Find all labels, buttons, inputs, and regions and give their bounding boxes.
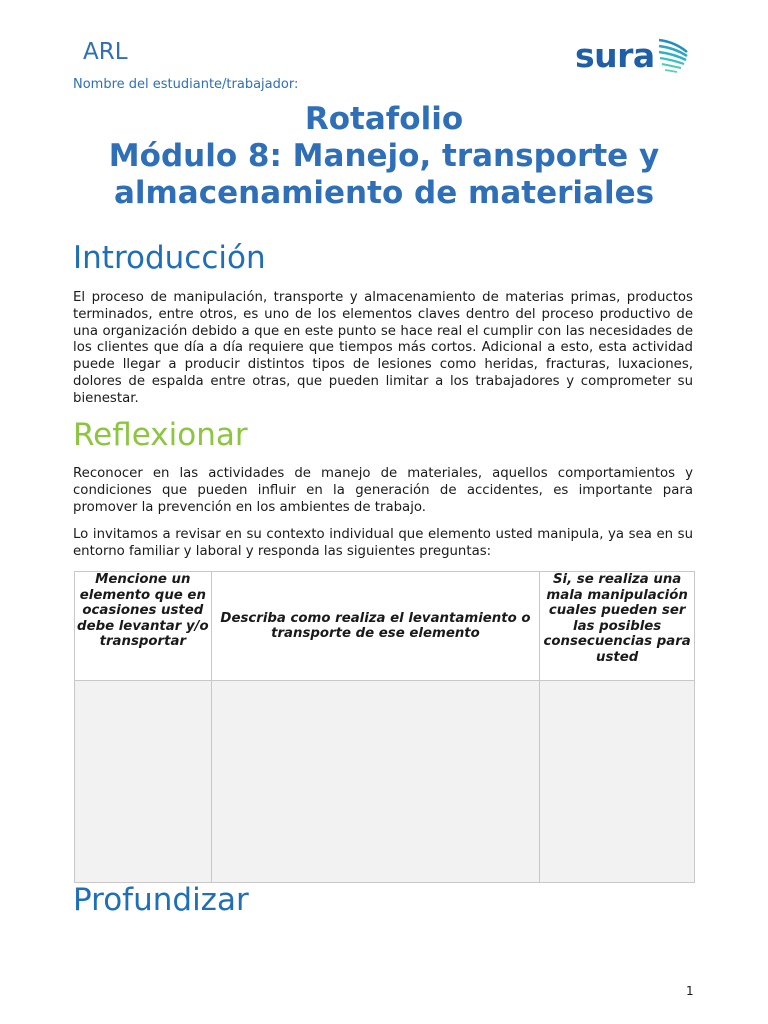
arl-label: ARL — [83, 39, 128, 65]
header-cell-describe: Describa como realiza el levantamiento o transporte de ese elemento — [211, 572, 540, 681]
table-row — [75, 681, 695, 883]
student-name-label: Nombre del estudiante/trabajador: — [73, 77, 299, 92]
answer-cell-consequences[interactable] — [540, 681, 695, 883]
header-cell-consequences: Si, se realiza una mala manipulación cuales pueden ser las posibles consecuencias para usted — [540, 572, 695, 681]
reflect-paragraph-2: Lo invitamos a revisar en su contexto individual que elemento usted manipula, ya sea en su entorno familiar y laboral y responda las siguientes preguntas: — [73, 527, 693, 559]
sura-logo — [575, 36, 691, 76]
header-cell-element: Mencione un elemento que en ocasiones usted debe levantar y/o transportar — [75, 572, 212, 681]
answer-cell-element[interactable] — [75, 681, 212, 883]
page-number: 1 — [686, 984, 694, 998]
heading-reflexionar: Reflexionar — [73, 417, 248, 453]
intro-paragraph: El proceso de manipulación, transporte y almacenamiento de materias primas, productos terminados, entre otros, es uno de los elementos claves dentro del proceso productivo de una organización debido a que en este punto se hace real el cumplir con las necesidades de los clientes que día a día requiere que tiempos más cortos. Adicional a esto, esta actividad puede llegar a producir distintos tipos de lesiones como heridas, fracturas, luxaciones, dolores de espalda entre otras, que pueden limitar a los trabajadores y comprometer su bienestar. — [73, 290, 693, 406]
logo-text: sura — [575, 36, 655, 75]
document-title — [0, 101, 768, 212]
title-line-3: almacenamiento de materiales — [113, 175, 655, 211]
title-line-1: Rotafolio — [304, 101, 464, 137]
heading-introduccion: Introducción — [73, 240, 266, 276]
answer-cell-describe[interactable] — [211, 681, 540, 883]
questions-table — [74, 571, 695, 883]
wing-icon — [655, 36, 691, 76]
table-header-row — [75, 572, 695, 681]
title-line-2: Módulo 8: Manejo, transporte y — [108, 138, 660, 174]
reflect-paragraph-1: Reconocer en las actividades de manejo de materiales, aquellos comportamientos y condiciones que pueden influir en la generación de accidentes, es importante para promover la prevención en los ambientes de trabajo. — [73, 466, 693, 515]
heading-profundizar: Profundizar — [73, 882, 249, 918]
